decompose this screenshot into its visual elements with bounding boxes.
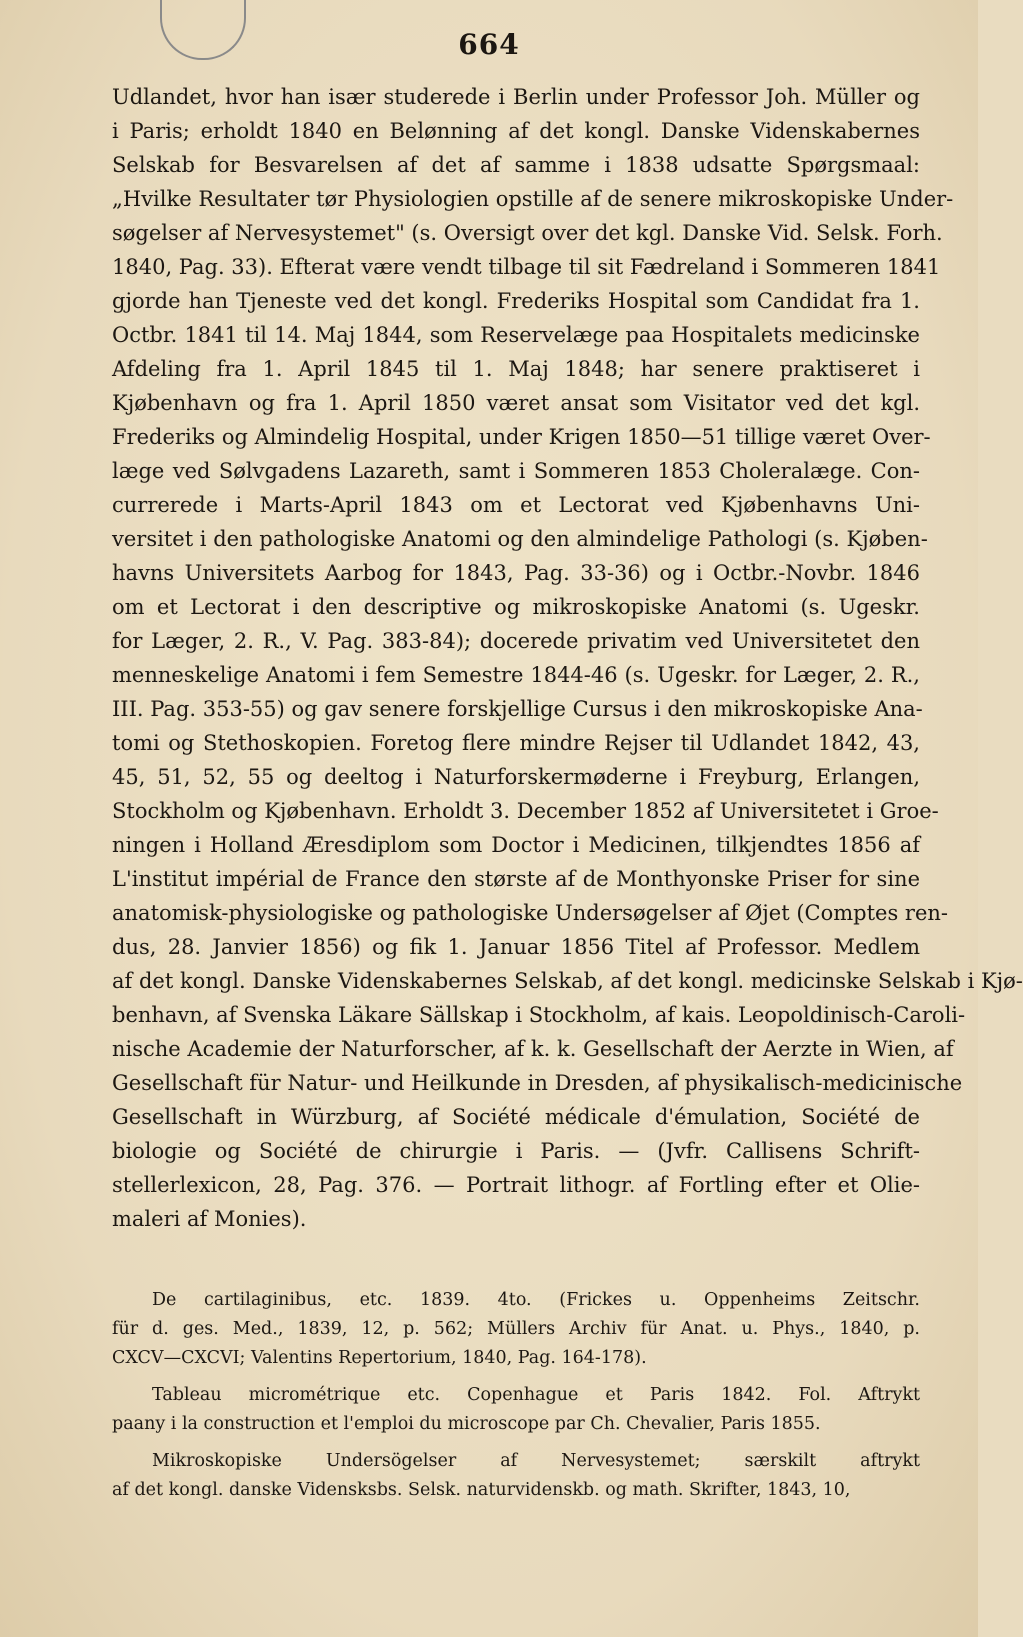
text-line: læge ved Sølvgadens Lazareth, samt i Sommeren 1853 Choleralæge. Con- bbox=[112, 459, 920, 483]
biography-text bbox=[112, 80, 1023, 1236]
text-line: 45, 51, 52, 55 og deeltog i Naturforskermøderne i Freyburg, Erlangen, bbox=[112, 765, 920, 789]
text-line: om et Lectorat i den descriptive og mikroskopiske Anatomi (s. Ugeskr. bbox=[112, 595, 920, 619]
bibliography-line: für d. ges. Med., 1839, 12, p. 562; Müllers Archiv für Anat. u. Phys., 1840, p. bbox=[112, 1319, 920, 1339]
bibliography-entry bbox=[112, 1286, 920, 1373]
text-line: anatomisk-physiologiske og pathologiske Undersøgelser af Øjet (Comptes ren- bbox=[112, 901, 949, 925]
text-line: biologie og Société de chirurgie i Paris. — (Jvfr. Callisens Schrift- bbox=[112, 1139, 920, 1163]
text-line: currerede i Marts-April 1843 om et Lectorat ved Kjøbenhavns Uni- bbox=[112, 493, 920, 517]
bibliography-line: De cartilaginibus, etc. 1839. 4to. (Frickes u. Oppenheims Zeitschr. bbox=[152, 1290, 920, 1310]
text-line: versitet i den pathologiske Anatomi og den almindelige Pathologi (s. Kjøben- bbox=[112, 527, 928, 551]
text-line: Gesellschaft für Natur- und Heilkunde in Dresden, af physikalisch-medicinische bbox=[112, 1071, 963, 1095]
text-line: 1840, Pag. 33). Efterat være vendt tilbage til sit Fædreland i Sommeren 1841 bbox=[112, 255, 941, 279]
text-line: Udlandet, hvor han især studerede i Berlin under Professor Joh. Müller og bbox=[112, 85, 920, 109]
bibliography-line: af det kongl. danske Vidensksbs. Selsk. naturvidenskb. og math. Skrifter, 1843, 10, bbox=[112, 1480, 851, 1500]
text-line: III. Pag. 353-55) og gav senere forskjellige Cursus i den mikroskopiske Ana- bbox=[112, 697, 923, 721]
text-line: Selskab for Besvarelsen af det af samme i 1838 udsatte Spørgsmaal: bbox=[112, 153, 920, 177]
text-line: gjorde han Tjeneste ved det kongl. Frederiks Hospital som Candidat fra 1. bbox=[112, 289, 920, 313]
text-line: benhavn, af Svenska Läkare Sällskap i Stockholm, af kais. Leopoldinisch-Caroli- bbox=[112, 1003, 966, 1027]
text-line: ningen i Holland Æresdiplom som Doctor i Medicinen, tilkjendtes 1856 af bbox=[112, 833, 920, 857]
text-line: for Læger, 2. R., V. Pag. 383-84); docerede privatim ved Universitetet den bbox=[112, 629, 920, 653]
text-line: L'institut impérial de France den største af de Monthyonske Priser for sine bbox=[112, 867, 920, 891]
text-line: maleri af Monies). bbox=[112, 1207, 307, 1231]
bibliography-entry bbox=[112, 1447, 920, 1505]
bibliography-line: CXCV—CXCVI; Valentins Repertorium, 1840, Pag. 164-178). bbox=[112, 1348, 647, 1368]
text-line: Gesellschaft in Würzburg, af Société médicale d'émulation, Société de bbox=[112, 1105, 920, 1129]
text-line: menneskelige Anatomi i fem Semestre 1844-46 (s. Ugeskr. for Læger, 2. R., bbox=[112, 663, 920, 687]
entry-gap bbox=[112, 1373, 920, 1381]
text-line: Frederiks og Almindelig Hospital, under Krigen 1850—51 tillige været Over- bbox=[112, 425, 931, 449]
text-line: dus, 28. Janvier 1856) og fik 1. Januar 1856 Titel af Professor. Medlem bbox=[112, 935, 920, 959]
text-line: nische Academie der Naturforscher, af k. k. Gesellschaft der Aerzte in Wien, af bbox=[112, 1037, 954, 1061]
text-line: Stockholm og Kjøbenhavn. Erholdt 3. December 1852 af Universitetet i Groe- bbox=[112, 799, 939, 823]
bibliography-line: paany i la construction et l'emploi du microscope par Ch. Chevalier, Paris 1855. bbox=[112, 1414, 821, 1434]
bibliography-line: Tableau micrométrique etc. Copenhague et Paris 1842. Fol. Aftrykt bbox=[152, 1385, 920, 1405]
text-line: i Paris; erholdt 1840 en Belønning af det kongl. Danske Videnskabernes bbox=[112, 119, 920, 143]
page-number: 664 bbox=[458, 28, 520, 61]
bibliography-line: Mikroskopiske Undersögelser af Nervesystemet; særskilt aftrykt bbox=[152, 1451, 920, 1471]
text-line: Kjøbenhavn og fra 1. April 1850 været ansat som Visitator ved det kgl. bbox=[112, 391, 920, 415]
text-line: Afdeling fra 1. April 1845 til 1. Maj 1848; har senere praktiseret i bbox=[112, 357, 920, 381]
bibliography-entry bbox=[112, 1381, 920, 1439]
entry-gap bbox=[112, 1439, 920, 1447]
bibliography-list bbox=[112, 1286, 920, 1505]
text-line: „Hvilke Resultater tør Physiologien opstille af de senere mikroskopiske Under- bbox=[112, 187, 954, 211]
text-line: stellerlexicon, 28, Pag. 376. — Portrait lithogr. af Fortling efter et Olie- bbox=[112, 1173, 920, 1197]
text-line: tomi og Stethoskopien. Foretog flere mindre Rejser til Udlandet 1842, 43, bbox=[112, 731, 920, 755]
text-line: havns Universitets Aarbog for 1843, Pag. 33-36) og i Octbr.-Novbr. 1846 bbox=[112, 561, 920, 585]
text-line: Octbr. 1841 til 14. Maj 1844, som Reservelæge paa Hospitalets medicinske bbox=[112, 323, 920, 347]
text-line: af det kongl. Danske Videnskabernes Selskab, af det kongl. medicinske Selskab i Kjø- bbox=[112, 969, 1023, 993]
text-line: søgelser af Nervesystemet" (s. Oversigt over det kgl. Danske Vid. Selsk. Forh. bbox=[112, 221, 943, 245]
